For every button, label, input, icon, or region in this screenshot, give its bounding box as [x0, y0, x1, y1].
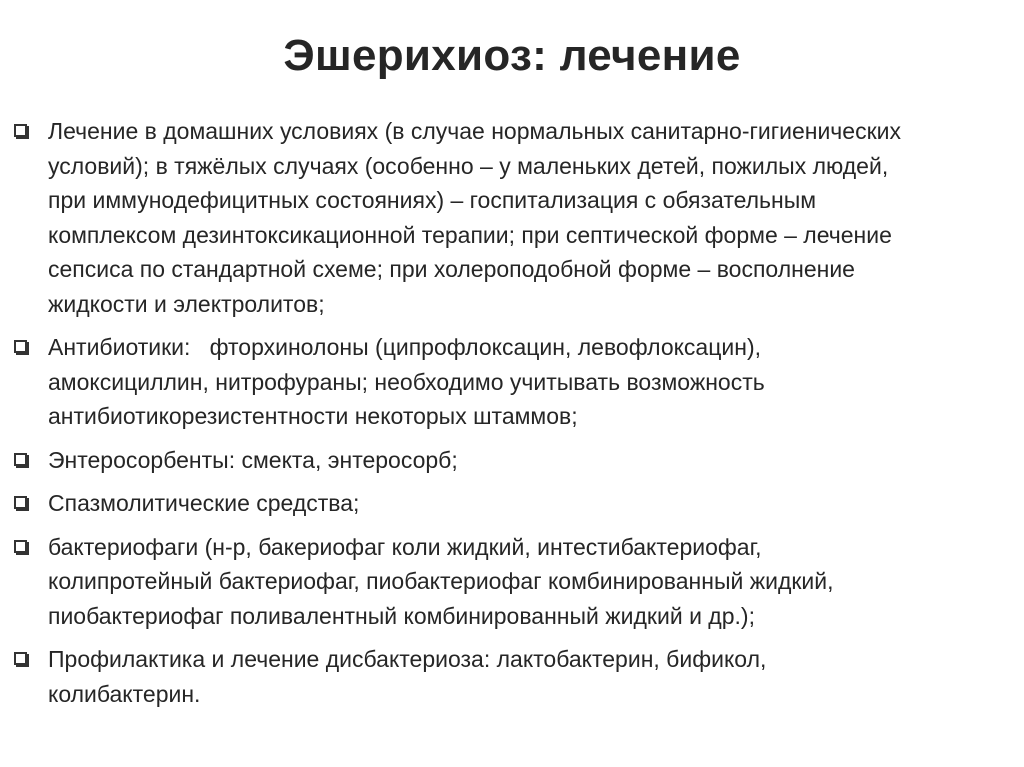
bullet-line: Спазмолитические средства; [48, 490, 360, 516]
bullet-antibiotics [14, 330, 1014, 434]
bullet-line: сепсиса по стандартной схеме; при холероподобной форме – восполнение [48, 256, 855, 282]
bullet-spasmolytics [14, 486, 1014, 521]
bullet-line: условий); в тяжёлых случаях (особенно – у маленьких детей, пожилых людей, [48, 152, 889, 179]
bullet-line: жидкости и электролитов; [48, 290, 325, 317]
bullet-line: Антибиотики: фторхинолоны (ципрофлоксацин, левофлоксацин), [48, 334, 761, 360]
checkbox-bullet-icon [14, 453, 27, 466]
bullet-bacteriophages [14, 530, 1014, 634]
bullet-line: бактериофаги (н-р, бакериофаг коли жидкий, интестибактериофаг, [48, 533, 762, 560]
bullet-line: комплексом дезинтоксикационной терапии; при септической форме – лечение [48, 221, 892, 248]
bullet-line: Профилактика и лечение дисбактериоза: лактобактерин, бификол, [48, 646, 767, 672]
bullet-line: колипротейный бактериофаг, пиобактериофаг комбинированный жидкий, [48, 568, 834, 594]
bullet-line: пиобактериофаг поливалентный комбинированный жидкий и др.); [48, 602, 755, 629]
bullet-line: колибактерин. [48, 680, 201, 707]
bullet-home-treatment [14, 114, 1014, 321]
checkbox-bullet-icon [14, 496, 27, 509]
checkbox-bullet-icon [14, 340, 27, 353]
bullet-dysbacteriosis [14, 642, 1014, 711]
checkbox-bullet-icon [14, 652, 27, 665]
bullet-list [14, 114, 1014, 711]
bullet-line: амоксициллин, нитрофураны; необходимо учитывать возможность [48, 368, 765, 395]
bullet-enterosorbents [14, 443, 1014, 478]
bullet-line: антибиотикорезистентности некоторых штаммов; [48, 403, 578, 429]
bullet-line: Энтеросорбенты: смекта, энтеросорб; [48, 446, 458, 473]
slide-title: Эшерихиоз: лечение [283, 31, 741, 80]
checkbox-bullet-icon [14, 124, 27, 137]
bullet-line: при иммунодефицитных состояниях) – госпитализация с обязательным [48, 187, 817, 213]
checkbox-bullet-icon [14, 540, 27, 553]
bullet-line: Лечение в домашних условиях (в случае нормальных санитарно-гигиенических [48, 118, 901, 144]
